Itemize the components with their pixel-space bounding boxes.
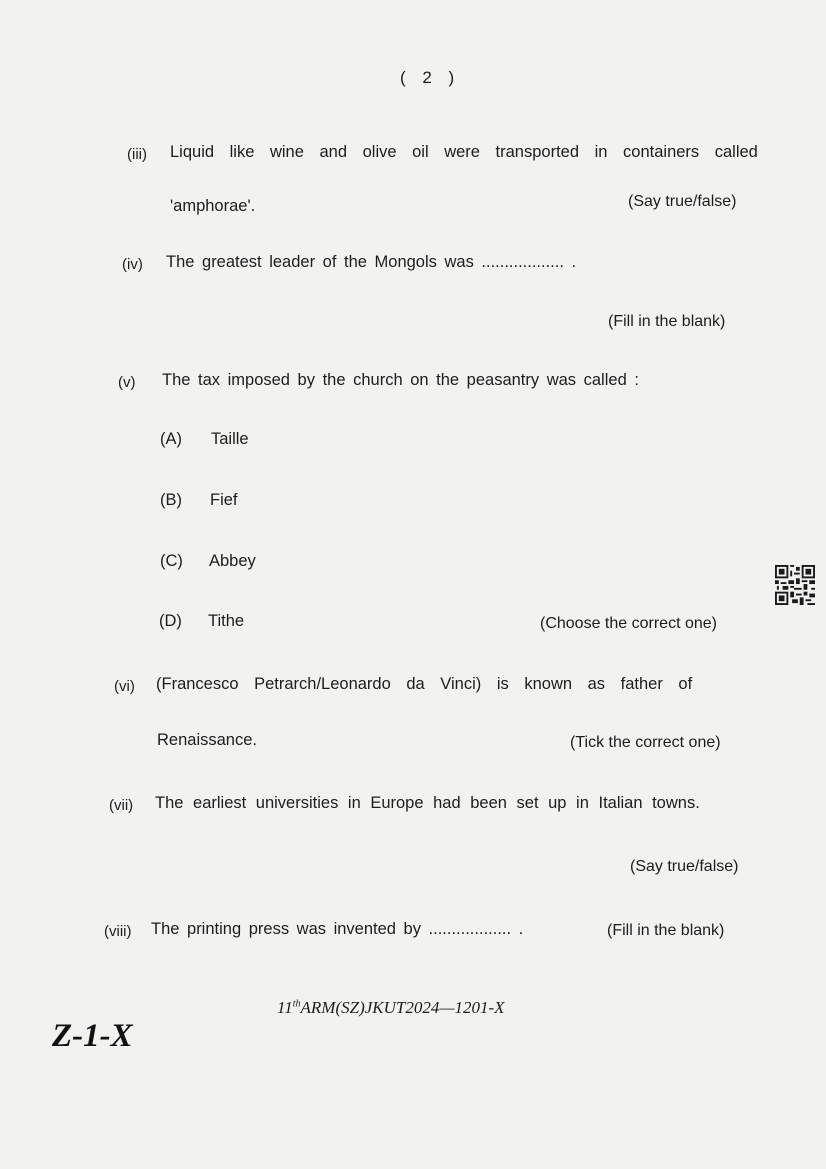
paper-code-prefix: 11 bbox=[277, 998, 293, 1017]
page-number: ( 2 ) bbox=[400, 68, 461, 87]
paper-code bbox=[277, 998, 505, 1018]
answer-instruction: (Say true/false) bbox=[630, 858, 739, 875]
answer-instruction: (Say true/false) bbox=[628, 193, 737, 210]
qr-code-icon bbox=[775, 565, 815, 605]
answer-instruction: (Fill in the blank) bbox=[607, 922, 725, 939]
paper-code-rest: ARM(SZ)JKUT2024—1201-X bbox=[300, 998, 505, 1017]
question-text-continued: Renaissance. bbox=[157, 731, 257, 749]
answer-instruction: (Tick the correct one) bbox=[570, 734, 721, 751]
option-label: (D) bbox=[159, 612, 182, 630]
option-label: (B) bbox=[160, 491, 182, 509]
question-number: (vii) bbox=[109, 797, 134, 814]
series-code: Z-1-X bbox=[52, 1018, 133, 1054]
question-text: The greatest leader of the Mongols was .................. . bbox=[166, 253, 577, 271]
answer-instruction: (Choose the correct one) bbox=[540, 615, 717, 632]
answer-instruction: (Fill in the blank) bbox=[608, 313, 726, 330]
question-text: The earliest universities in Europe had been set up in Italian towns. bbox=[155, 794, 700, 812]
option-label: (C) bbox=[160, 552, 183, 570]
paper-code-superscript: th bbox=[292, 998, 301, 1010]
option-label: (A) bbox=[160, 430, 182, 448]
question-number: (viii) bbox=[104, 923, 132, 940]
question-text-continued: 'amphorae'. bbox=[170, 197, 256, 215]
question-number: (iii) bbox=[127, 146, 147, 163]
question-number: (v) bbox=[118, 374, 136, 391]
question-text: The printing press was invented by .................. . bbox=[151, 920, 524, 938]
question-text: The tax imposed by the church on the peasantry was called : bbox=[162, 371, 639, 389]
option-text: Abbey bbox=[209, 552, 256, 570]
question-number: (iv) bbox=[122, 256, 143, 273]
question-text: Liquid like wine and olive oil were transported in containers called bbox=[170, 143, 758, 161]
question-text: (Francesco Petrarch/Leonardo da Vinci) is known as father of bbox=[156, 675, 693, 693]
option-text: Taille bbox=[211, 430, 249, 448]
option-text: Tithe bbox=[208, 612, 245, 630]
option-text: Fief bbox=[210, 491, 238, 509]
question-number: (vi) bbox=[114, 678, 135, 695]
